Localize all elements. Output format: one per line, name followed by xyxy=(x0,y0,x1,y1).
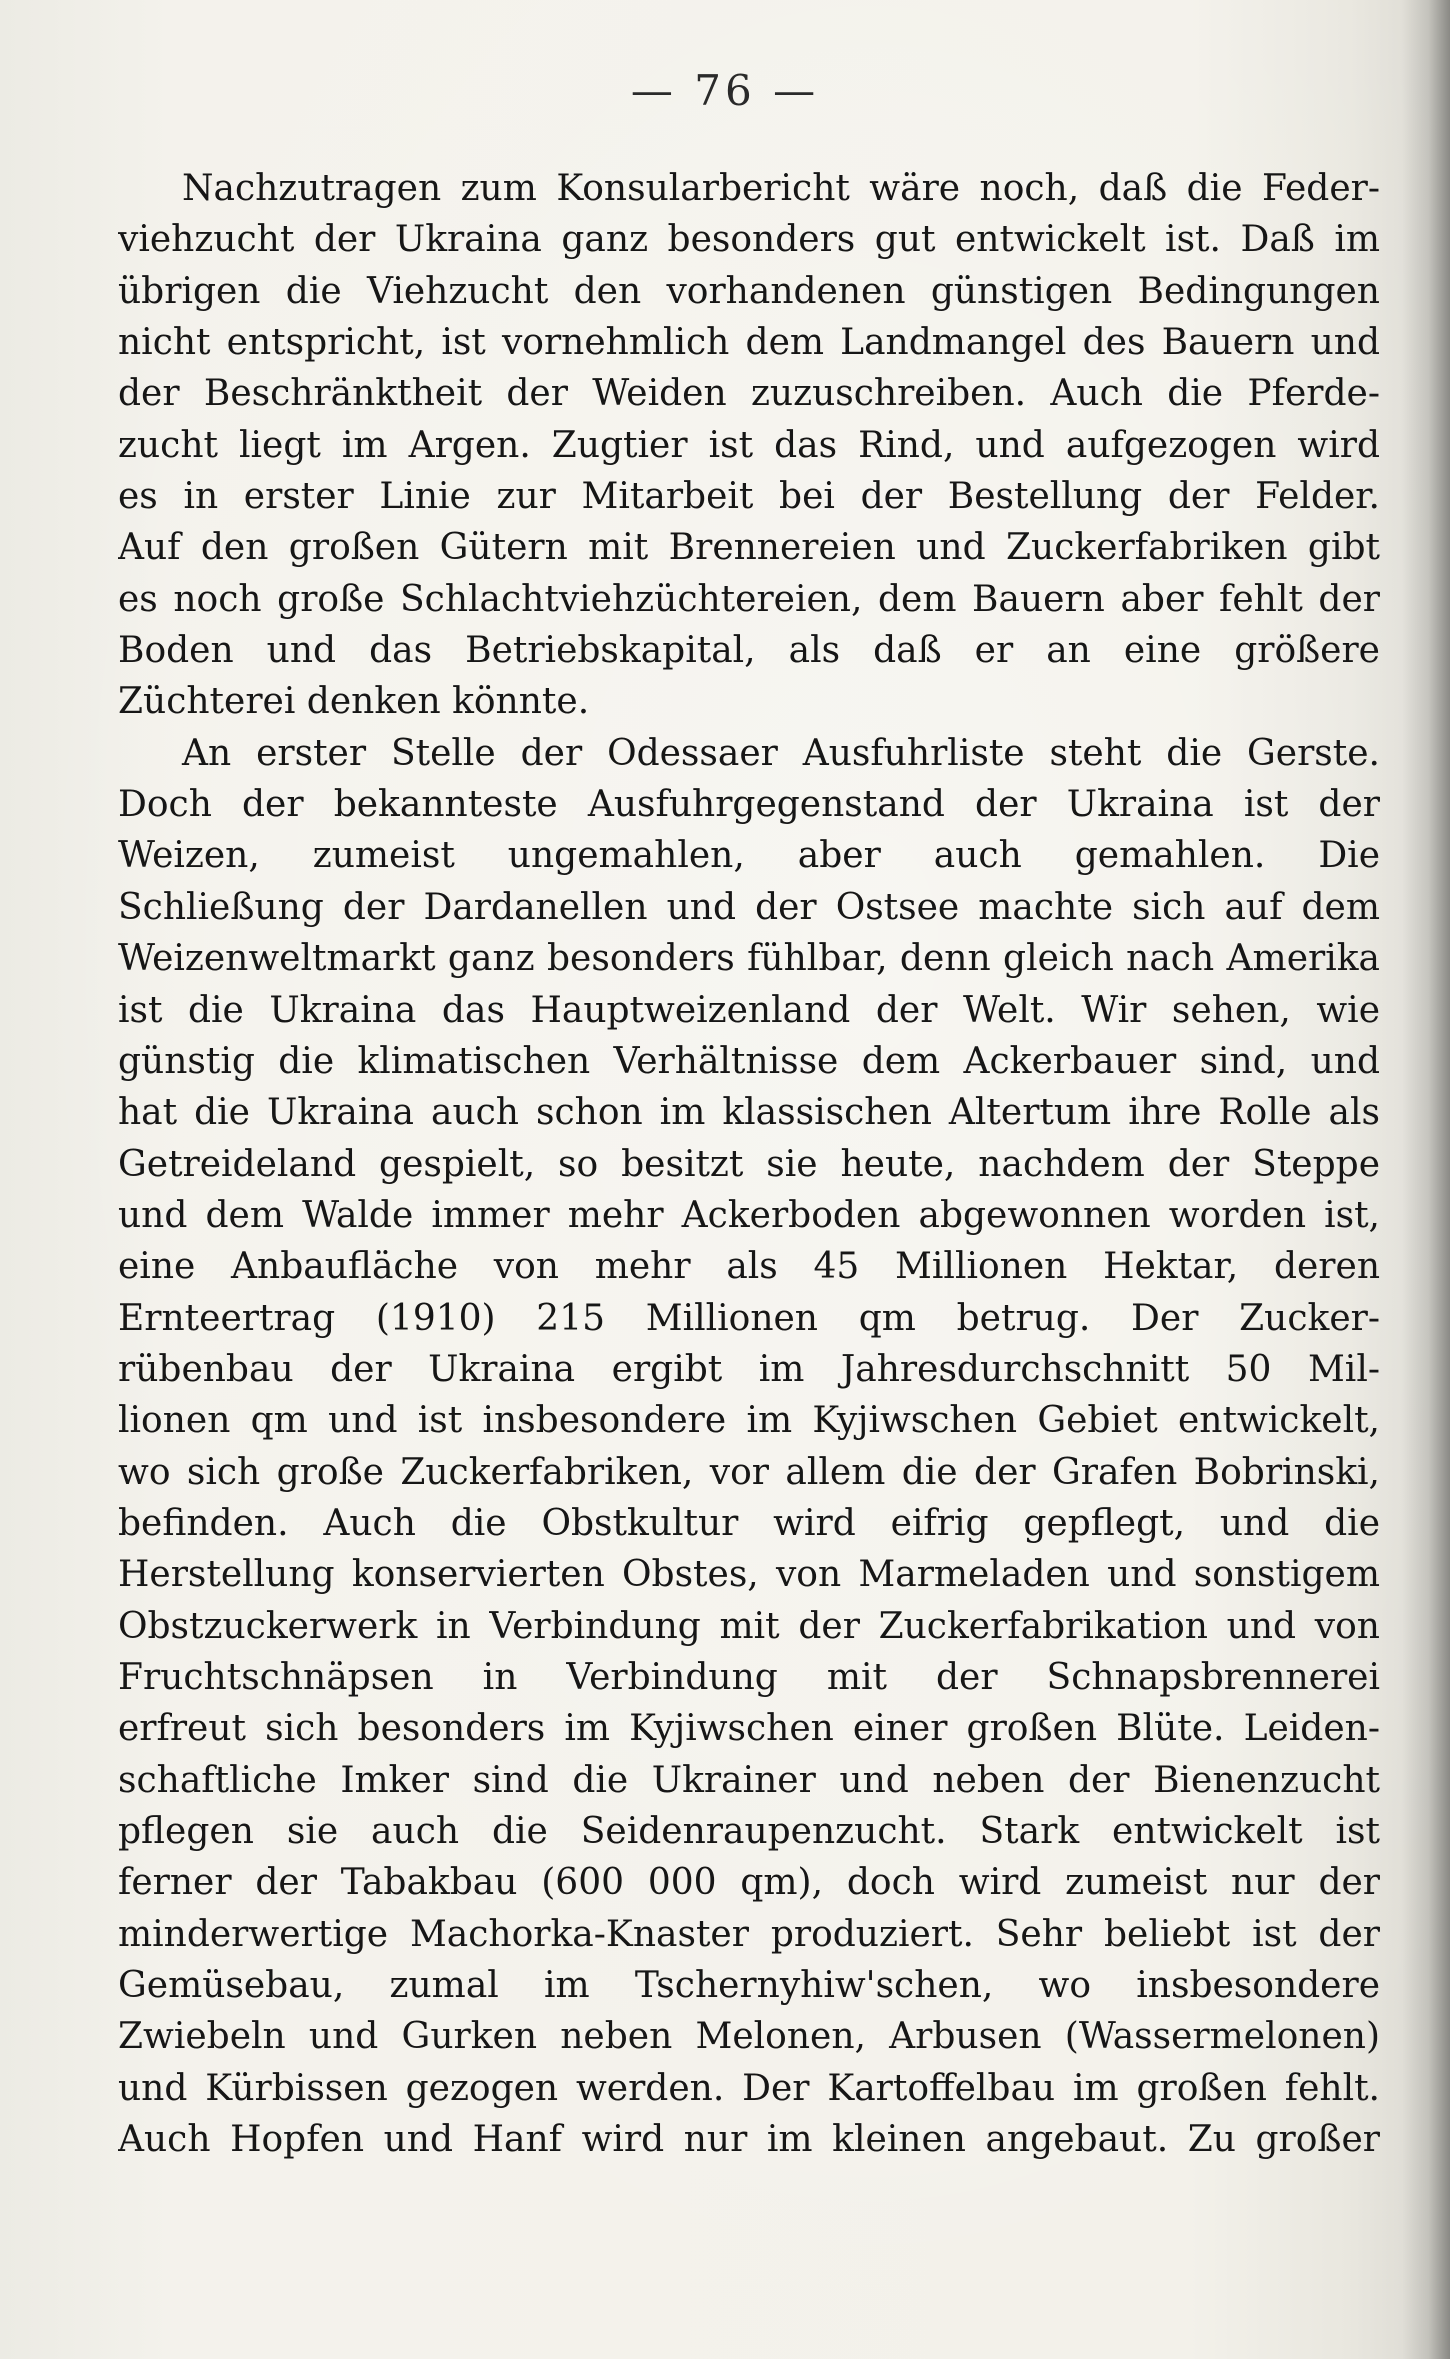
text-line: hat die Ukraina auch schon im klassischen Altertum ihre Rolle als xyxy=(118,1092,1380,1134)
text-line: übrigen die Viehzucht den vorhandenen günstigen Bedingungen xyxy=(118,270,1380,312)
text-line: Auch Hopfen und Hanf wird nur im kleinen angebaut. Zu großer xyxy=(118,2119,1380,2161)
text-line: günstig die klimatischen Verhältnisse dem Ackerbauer sind, und xyxy=(118,1040,1380,1082)
text-line: Nachzutragen zum Konsularbericht wäre noch, daß die Feder- xyxy=(182,168,1380,209)
text-line: befinden. Auch die Obstkultur wird eifrig gepflegt, und die xyxy=(118,1502,1380,1544)
text-line: es noch große Schlachtviehzüchtereien, dem Bauern aber fehlt der xyxy=(118,578,1380,620)
text-line: pflegen sie auch die Seidenraupenzucht. Stark entwickelt ist xyxy=(118,1811,1380,1852)
text-line: ist die Ukraina das Hauptweizenland der Welt. Wir sehen, wie xyxy=(118,989,1380,1031)
text-line: Getreideland gespielt, so besitzt sie heute, nachdem der Steppe xyxy=(118,1143,1380,1185)
text-line: zucht liegt im Argen. Zugtier ist das Rind, und aufgezogen wird xyxy=(118,424,1380,466)
text-line: und dem Walde immer mehr Ackerboden abgewonnen worden ist, xyxy=(118,1194,1380,1236)
text-line: viehzucht der Ukraina ganz besonders gut entwickelt ist. Daß im xyxy=(118,219,1380,261)
text-line: Auf den großen Gütern mit Brennereien und Zuckerfabriken gibt xyxy=(118,527,1380,569)
text-line: der Beschränktheit der Weiden zuzuschreiben. Auch die Pferde- xyxy=(118,373,1380,415)
text-line: Obstzuckerwerk in Verbindung mit der Zuckerfabrikation und von xyxy=(118,1605,1380,1647)
text-line: ferner der Tabakbau (600 000 qm), doch wird zumeist nur der xyxy=(118,1862,1380,1904)
text-line: Weizenweltmarkt ganz besonders fühlbar, denn gleich nach Amerika xyxy=(118,938,1380,980)
text-line: minderwertige Machorka-Knaster produziert. Sehr beliebt ist der xyxy=(118,1913,1380,1955)
text-line: wo sich große Zuckerfabriken, vor allem die der Grafen Bobrinski, xyxy=(118,1451,1380,1493)
text-line: Fruchtschnäpsen in Verbindung mit der Schnapsbrennerei xyxy=(118,1656,1380,1698)
text-line: Ernteertrag (1910) 215 Millionen qm betrug. Der Zucker- xyxy=(118,1297,1380,1339)
text-line: rübenbau der Ukraina ergibt im Jahresdurchschnitt 50 Mil- xyxy=(118,1348,1380,1390)
text-line: eine Anbaufläche von mehr als 45 Millionen Hektar, deren xyxy=(118,1246,1380,1288)
text-line: Boden und das Betriebskapital, als daß er an eine größere xyxy=(118,630,1380,672)
body-text xyxy=(118,163,1380,2165)
text-line: Gemüsebau, zumal im Tschernyhiw'schen, wo insbesondere xyxy=(118,1965,1380,2007)
text-line: und Kürbissen gezogen werden. Der Kartoffelbau im großen fehlt. xyxy=(118,2067,1380,2109)
text-line: Doch der bekannteste Ausfuhrgegenstand der Ukraina ist der xyxy=(118,784,1380,826)
text-line: Schließung der Dardanellen und der Ostsee machte sich auf dem xyxy=(118,886,1380,928)
text-line: erfreut sich besonders im Kyjiwschen einer großen Blüte. Leiden- xyxy=(118,1708,1380,1750)
text-line: schaftliche Imker sind die Ukrainer und neben der Bienenzucht xyxy=(118,1759,1380,1801)
text-line: Zwiebeln und Gurken neben Melonen, Arbusen (Wassermelonen) xyxy=(118,2016,1380,2058)
text-line: es in erster Linie zur Mitarbeit bei der Bestellung der Felder. xyxy=(118,476,1380,518)
text-line: An erster Stelle der Odessaer Ausfuhrliste steht die Gerste. xyxy=(182,732,1380,774)
page-number: — 76 — xyxy=(630,66,820,115)
page-edge-shadow xyxy=(1402,0,1450,2359)
text-line: Herstellung konservierten Obstes, von Marmeladen und sonstigem xyxy=(118,1554,1380,1596)
text-line: lionen qm und ist insbesondere im Kyjiwschen Gebiet entwickelt, xyxy=(118,1400,1380,1442)
text-line: Weizen, zumeist ungemahlen, aber auch gemahlen. Die xyxy=(118,835,1380,877)
text-line: Züchterei denken könnte. xyxy=(118,681,590,723)
text-line: nicht entspricht, ist vornehmlich dem Landmangel des Bauern und xyxy=(118,322,1380,364)
